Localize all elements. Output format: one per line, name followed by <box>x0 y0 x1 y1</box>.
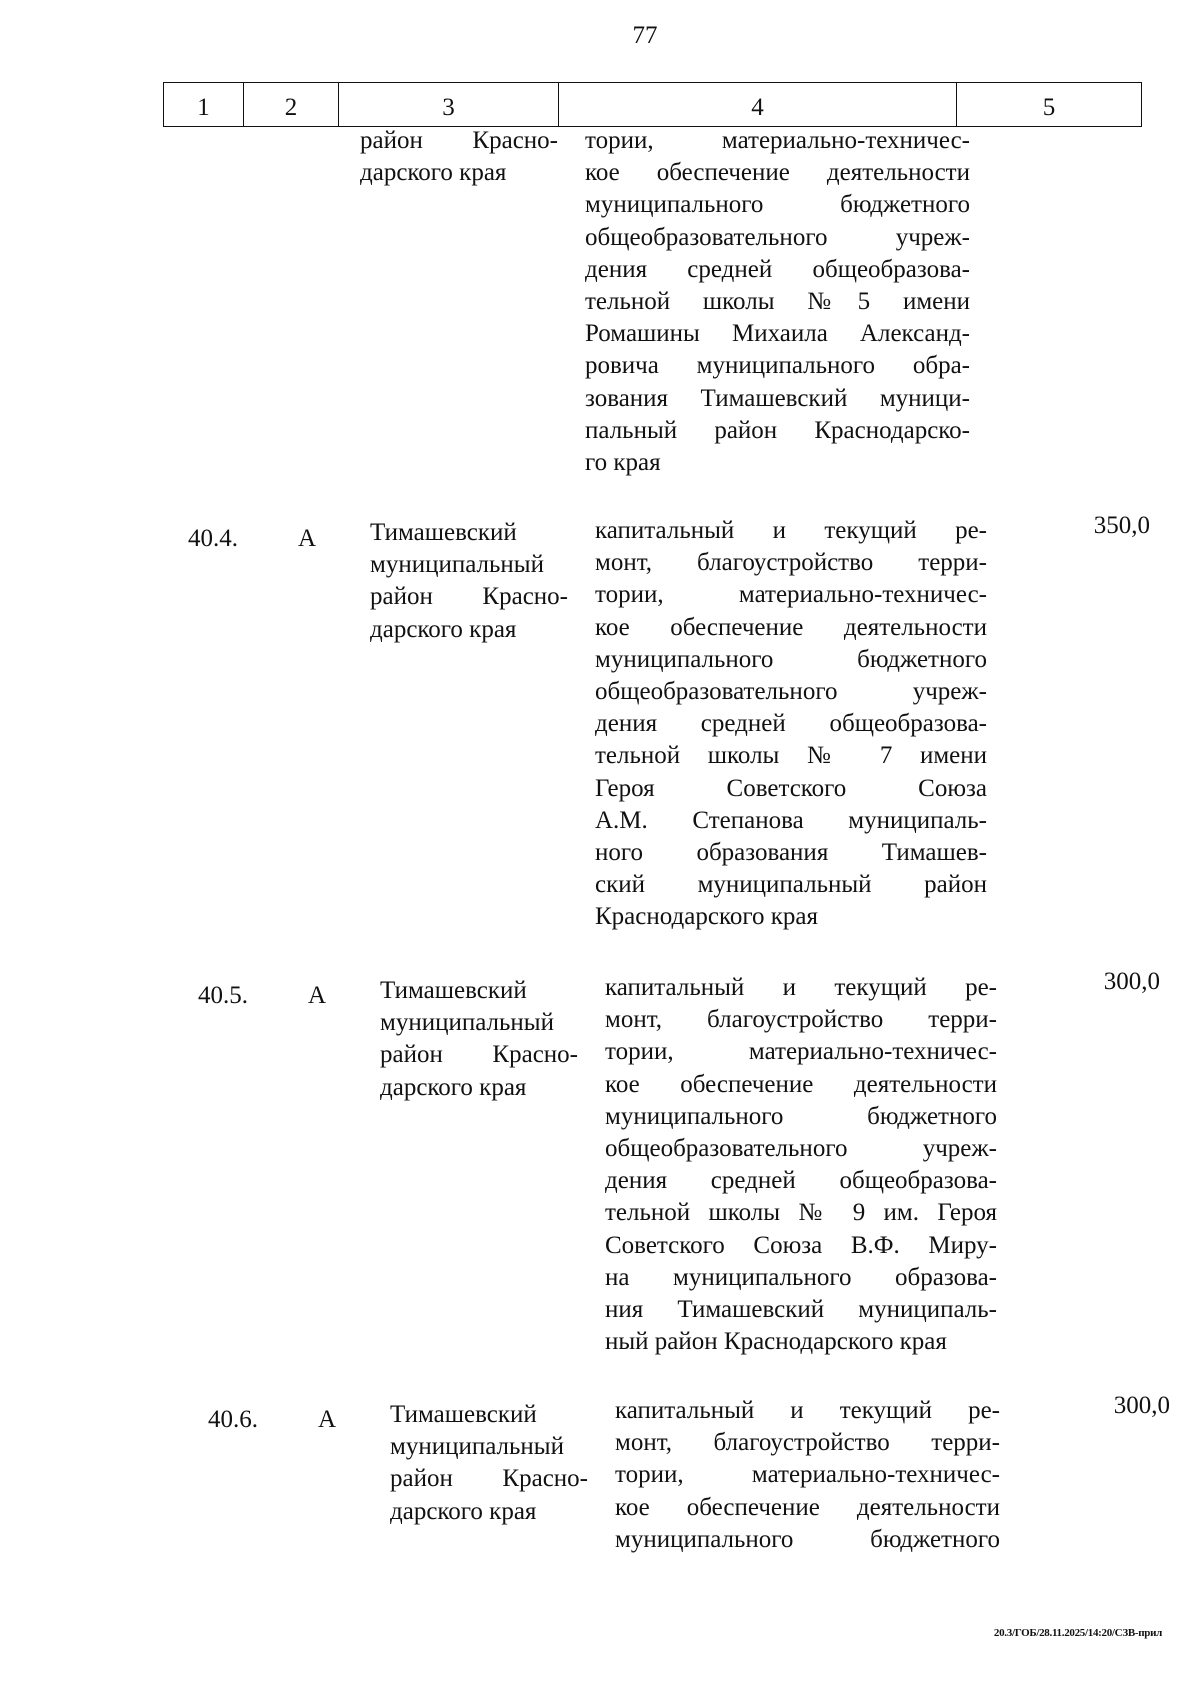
text-line: муниципального бюджетного <box>615 1525 1000 1553</box>
text-line: кое обеспечение деятельности <box>595 613 987 641</box>
row-municipality <box>380 975 578 1104</box>
row-amount: 300,0 <box>1113 1392 1170 1419</box>
text-line: дения средней общеобразова- <box>595 710 987 738</box>
text-line: муниципальный <box>390 1433 564 1461</box>
text-line: капитальный и текущий ре- <box>615 1397 1000 1424</box>
text-line: монт, благоустройство терри- <box>595 549 987 577</box>
text-line: дарского края <box>360 159 507 187</box>
text-line: тельной школы №5 имени <box>585 288 970 316</box>
text-line: Ромашины Михаила Александ- <box>585 320 970 348</box>
header-col-3: 3 <box>339 83 559 127</box>
text-line: А.М. Степанова муниципаль- <box>595 806 987 834</box>
text-line: муниципального бюджетного <box>585 191 970 219</box>
continuation-municipality <box>360 125 558 189</box>
text-line: ния Тимашевский муниципаль- <box>605 1296 997 1324</box>
row-amount: 350,0 <box>1093 512 1150 539</box>
text-line: Советского Союза В.Ф. Миру- <box>605 1231 997 1259</box>
text-line: кое обеспечение деятельности <box>615 1493 1000 1521</box>
text-line: ровича муниципального обра- <box>585 352 970 380</box>
text-line: ский муниципальный район <box>595 871 987 899</box>
page-number: 77 <box>632 22 658 49</box>
text-line: район Красно- <box>370 583 568 611</box>
row-number: 40.6. <box>208 1406 258 1433</box>
row-category: А <box>318 1406 337 1433</box>
text-line: монт, благоустройство терри- <box>615 1429 1000 1457</box>
row-amount: 300,0 <box>1103 968 1160 995</box>
text-line: ного образования Тимашев- <box>595 839 987 867</box>
text-line: на муниципального образова- <box>605 1263 997 1291</box>
text-line: тельной школы № 9 им. Героя <box>605 1199 997 1227</box>
text-line: тории, материально-техничес- <box>595 581 987 609</box>
text-line: зования Тимашевский муници- <box>585 384 970 412</box>
column-header-table <box>163 82 1142 127</box>
text-line: дения средней общеобразова- <box>585 255 970 283</box>
text-line: район Красно- <box>380 1041 578 1069</box>
text-line: муниципального бюджетного <box>595 645 987 673</box>
header-col-2: 2 <box>244 83 339 127</box>
text-line: дения средней общеобразова- <box>605 1167 997 1195</box>
header-col-5: 5 <box>957 83 1142 127</box>
header-col-1: 1 <box>164 83 244 127</box>
text-line: Тимашевский <box>380 977 527 1004</box>
text-line: капитальный и текущий ре- <box>595 517 987 544</box>
text-line: район Красно- <box>360 127 558 154</box>
text-line: дарского края <box>370 615 517 643</box>
text-line: муниципальный <box>380 1009 554 1037</box>
header-col-4: 4 <box>559 83 957 127</box>
text-line: дарского края <box>390 1497 537 1525</box>
text-line: тории, материально-техничес- <box>615 1461 1000 1489</box>
row-number: 40.5. <box>198 982 248 1009</box>
row-municipality <box>390 1399 588 1528</box>
text-line: Героя Советского Союза <box>595 774 987 802</box>
row-category: А <box>308 982 327 1009</box>
text-line: тории, материально-техничес- <box>585 127 970 154</box>
text-line: Краснодарского края <box>595 903 818 931</box>
document-code: 20.3/ГОБ/28.11.2025/14:20/СЗВ-прил <box>993 1627 1162 1639</box>
text-line: тельной школы № 7 имени <box>595 742 987 770</box>
continuation-description <box>585 125 970 479</box>
text-line: муниципального бюджетного <box>605 1102 997 1130</box>
row-description <box>595 515 987 934</box>
row-number: 40.4. <box>188 525 238 552</box>
row-description <box>605 972 997 1358</box>
text-line: кое обеспечение деятельности <box>605 1070 997 1098</box>
text-line: Тимашевский <box>370 519 517 546</box>
text-line: тории, материально-техничес- <box>605 1038 997 1066</box>
text-line: пальный район Краснодарско- <box>585 416 970 444</box>
text-line: кое обеспечение деятельности <box>585 159 970 187</box>
row-municipality <box>370 517 568 646</box>
text-line: общеобразовательного учреж- <box>595 678 987 706</box>
text-line: дарского края <box>380 1073 527 1101</box>
text-line: Тимашевский <box>390 1401 537 1428</box>
text-line: го края <box>585 449 661 477</box>
text-line: монт, благоустройство терри- <box>605 1006 997 1034</box>
row-category: А <box>298 525 317 552</box>
row-description <box>615 1395 1000 1556</box>
text-line: общеобразовательного учреж- <box>605 1135 997 1163</box>
text-line: район Красно- <box>390 1465 588 1493</box>
text-line: капитальный и текущий ре- <box>605 974 997 1001</box>
text-line: ный район Краснодарского края <box>605 1328 947 1356</box>
text-line: общеобразовательного учреж- <box>585 223 970 251</box>
text-line: муниципальный <box>370 551 544 579</box>
